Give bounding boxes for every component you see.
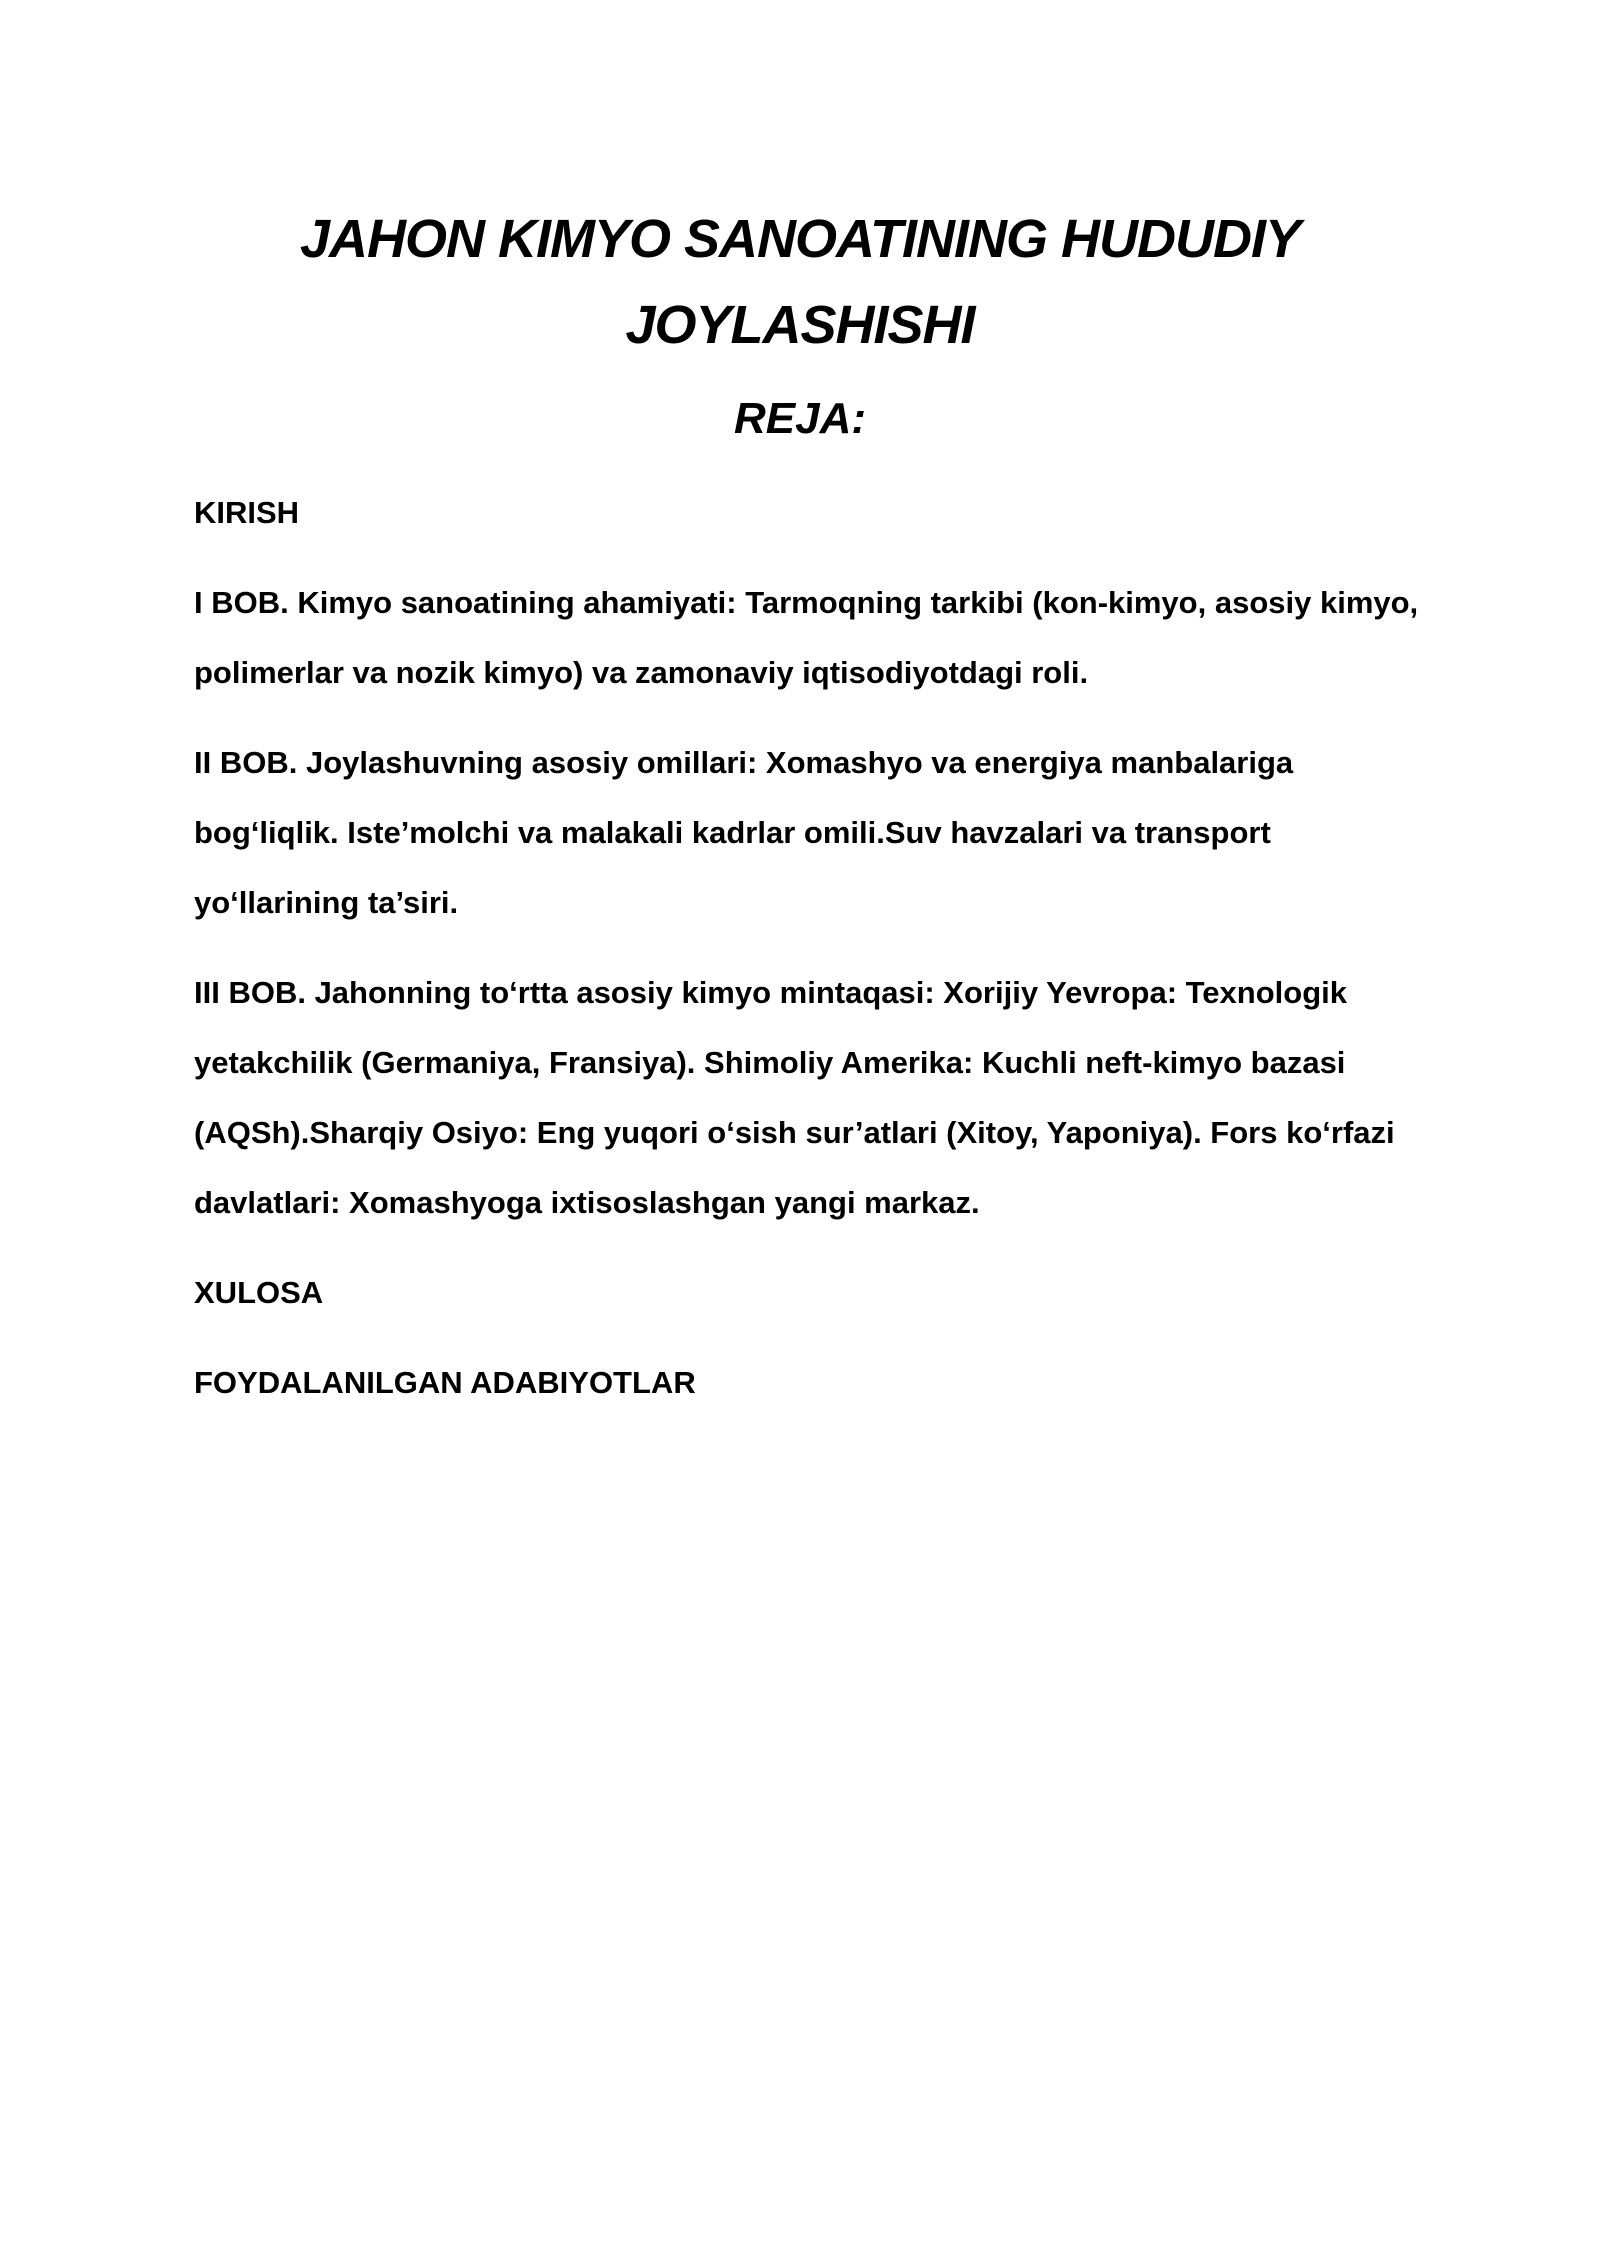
- section-chapter-3: III BOB. Jahonning to‘rtta asosiy kimyo mintaqasi: Xorijiy Yevropa: Texnologik yetakchilik (Germaniya, Fransiya). Shimoliy Amerika: Kuchli neft-kimyo bazasi (AQSh).Sharqiy Osiyo: Eng yuqori o‘sish sur’atlari (Xitoy, Yaponiya). Fors ko‘rfazi davlatlari: Xomashyoga ixtisoslashgan yangi markaz.: [194, 975, 1395, 1220]
- document-title: JAHON KIMYO SANOATINING HUDUDIY JOYLASHISHI: [299, 209, 1301, 355]
- section-conclusion: XULOSA: [194, 1275, 324, 1310]
- plan-contents: [194, 478, 1420, 1438]
- section-chapter-1: I BOB. Kimyo sanoatining ahamiyati: Tarmoqning tarkibi (kon-kimyo, asosiy kimyo, polimerlar va nozik kimyo) va zamonaviy iqtisodiyotdagi roli.: [194, 585, 1419, 690]
- section-chapter-2: II BOB. Joylashuvning asosiy omillari: Xomashyo va energiya manbalariga bog‘liqlik. Iste’molchi va malakali kadrlar omili.Suv havzalari va transport yo‘llarining ta’siri.: [194, 745, 1294, 920]
- section-introduction: KIRISH: [194, 495, 300, 530]
- section-references: FOYDALANILGAN ADABIYOTLAR: [194, 1365, 696, 1400]
- plan-heading: REJA:: [733, 394, 867, 443]
